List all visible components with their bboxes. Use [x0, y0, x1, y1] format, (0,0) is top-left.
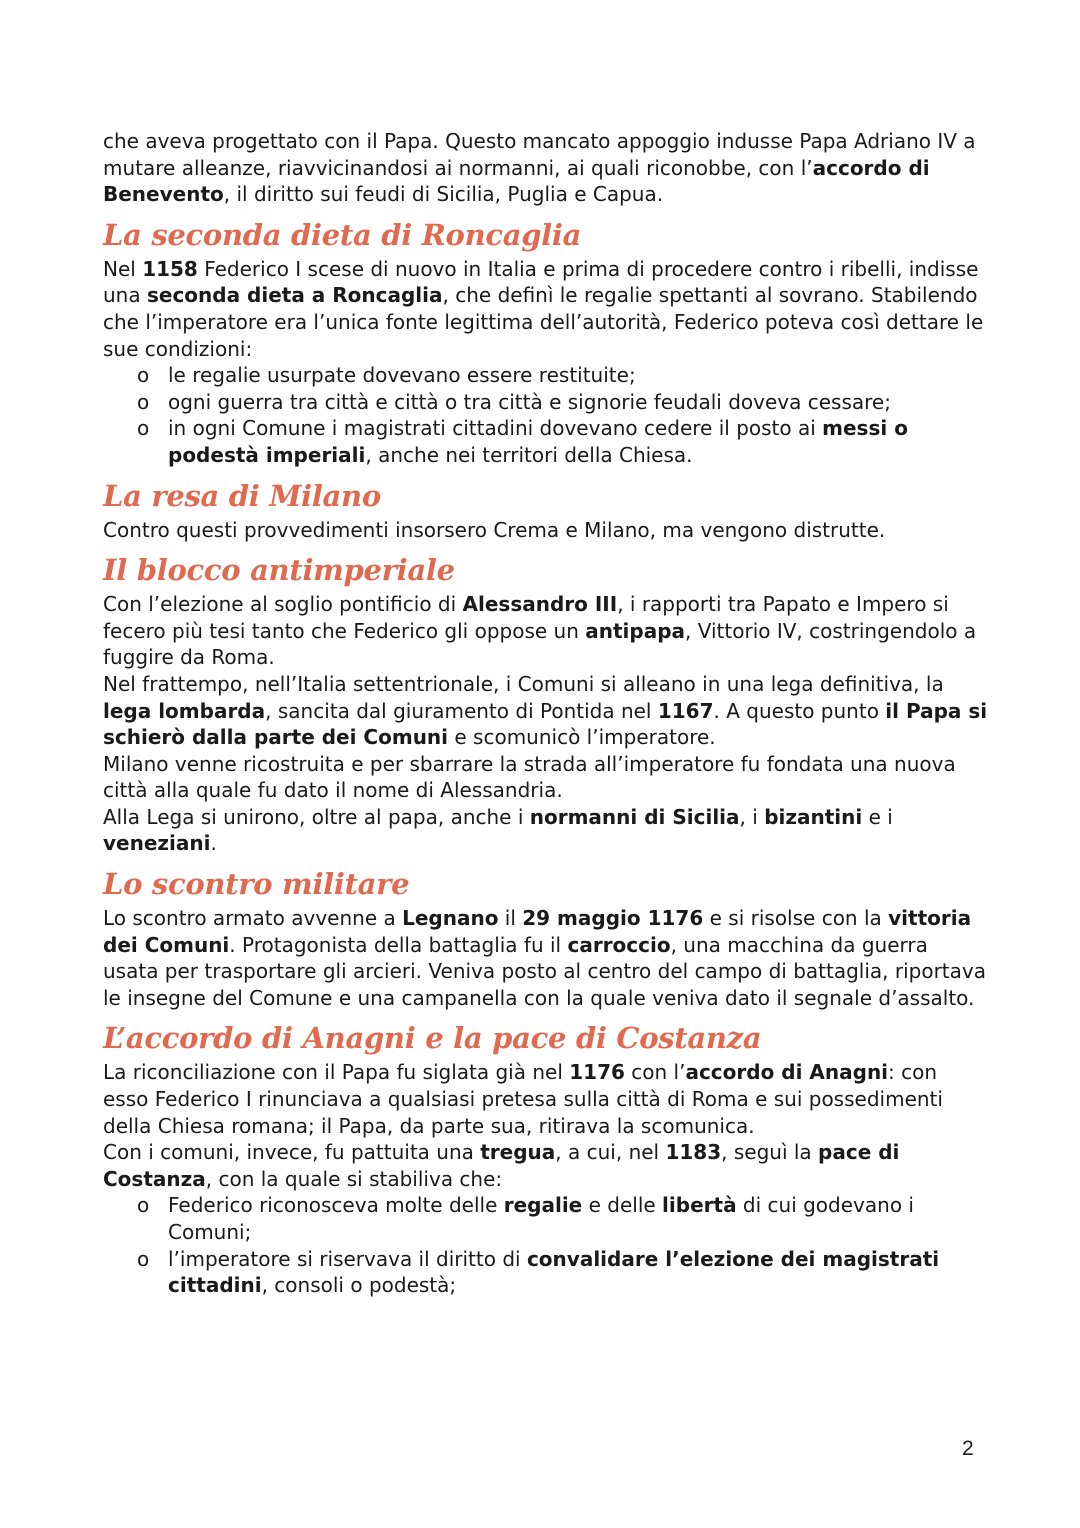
bullet-marker: o	[137, 1193, 150, 1218]
text-run: e delle	[582, 1193, 663, 1218]
text-run: . Protagonista della battaglia fu il	[229, 932, 568, 957]
section-heading-anagni-costanza: L’accordo di Anagni e la pace di Costanza	[103, 1021, 762, 1056]
bold-text: antipapa	[585, 618, 686, 643]
bold-text: Alessandro III	[462, 592, 618, 617]
list-item-text	[168, 416, 908, 467]
text-run: Contro questi provvedimenti insorsero Crema e Milano, ma vengono distrutte.	[103, 517, 886, 542]
text-run: Milano venne ricostruita e per sbarrare la strada all’imperatore fu fondata una nuova città alla quale fu dato il nome di Alessandria.	[103, 751, 956, 803]
text-run: Nel frattempo, nell’Italia settentrionale, i Comuni si alleano in una lega definitiva, la	[103, 671, 944, 696]
bold-text: il Papa si schierò dalla parte dei Comuni	[103, 698, 988, 750]
text-run: in ogni Comune i magistrati cittadini dovevano cedere il posto ai	[168, 416, 823, 441]
text-run: La riconciliazione con il Papa fu siglata già nel	[103, 1060, 570, 1085]
text-run: , a cui, nel	[555, 1140, 666, 1165]
list-item	[103, 389, 988, 416]
section-paragraph	[103, 591, 988, 671]
list-item-text	[168, 363, 636, 387]
list-item	[103, 415, 988, 468]
text-run: il	[498, 906, 523, 931]
text-run: Nel	[103, 256, 143, 281]
text-run: .	[210, 831, 217, 856]
bold-text: veneziani	[103, 831, 211, 856]
text-run: : con esso Federico I rinunciava a qualsiasi pretesa sulla città di Roma e sui possedimenti della Chiesa romana; il Papa, da parte sua, ritirava la scomunica.	[103, 1060, 943, 1138]
text-run: . A questo punto	[713, 698, 886, 723]
bullet-marker: o	[137, 416, 150, 441]
bold-text: 1183	[665, 1140, 722, 1165]
text-run: , che definì le regalie spettanti al sovrano. Stabilendo che l’imperatore era l’unica fonte legittima dell’autorità, Federico poteva così dettare le sue condizioni:	[103, 283, 984, 361]
section-paragraph	[103, 1059, 988, 1139]
bold-text: 1176	[569, 1060, 625, 1085]
text-run: , Vittorio IV, costringendolo a fuggire da Roma.	[103, 618, 977, 670]
text-run: , anche nei territori della Chiesa.	[365, 442, 693, 467]
text-run: che aveva progettato con il Papa. Questo mancato appoggio indusse Papa Adriano IV a mutare alleanze, riavvicinandosi ai normanni, ai quali riconobbe, con l’	[103, 129, 976, 180]
text-run: , seguì la	[721, 1140, 819, 1165]
section-paragraph	[103, 256, 988, 362]
bold-text: 29 maggio 1176	[522, 906, 704, 931]
list-item-text	[168, 1247, 939, 1298]
bold-text: bizantini	[764, 804, 863, 829]
text-run: , il diritto sui feudi di Sicilia, Puglia e Capua.	[223, 182, 664, 207]
text-run: , i rapporti tra Papato e Impero si fecero più tesi tanto che Federico gli oppose un	[103, 592, 949, 643]
list-item-text	[168, 390, 891, 414]
text-run: Con l’elezione al soglio pontificio di	[103, 592, 463, 617]
text-run: e si risolse con la	[703, 906, 889, 931]
bold-text: normanni di Sicilia	[529, 804, 740, 829]
bold-text: pace di Costanza	[103, 1140, 900, 1191]
bold-text: 1167	[657, 698, 714, 723]
bold-text: accordo di Anagni	[685, 1060, 889, 1085]
text-run: Con i comuni, invece, fu pattuita una	[103, 1140, 481, 1165]
section-paragraph	[103, 804, 988, 857]
bullet-marker: o	[137, 389, 150, 414]
bold-text: convalidare l’elezione dei magistrati cittadini	[168, 1246, 940, 1298]
bullet-list-pace-costanza	[103, 1192, 988, 1298]
section-heading-blocco-antimperiale: Il blocco antimperiale	[103, 553, 455, 588]
text-run: , consoli o podestà;	[261, 1273, 457, 1298]
text-run: ogni guerra tra città e città o tra città e signorie feudali doveva cessare;	[168, 389, 891, 414]
text-run: e scomunicò l’imperatore.	[448, 725, 716, 750]
bullet-list-conditions	[103, 362, 988, 468]
bold-text: regalie	[503, 1193, 583, 1218]
text-run: , i	[739, 804, 765, 829]
text-run: l’imperatore si riservava il diritto di	[168, 1246, 527, 1271]
bullet-marker: o	[137, 1246, 150, 1271]
bold-text: vittoria dei Comuni	[103, 906, 972, 957]
bold-text: 1158	[142, 256, 198, 281]
bold-text: accordo di Benevento	[103, 155, 930, 207]
section-paragraph	[103, 671, 988, 751]
bold-text: Legnano	[402, 906, 499, 931]
bold-text: carroccio	[567, 932, 671, 957]
text-run: Lo scontro armato avvenne a	[103, 906, 403, 931]
list-item	[103, 1246, 988, 1299]
section-heading-scontro-militare: Lo scontro militare	[103, 867, 410, 902]
bold-text: seconda dieta a Roncaglia	[146, 283, 443, 308]
bold-text: libertà	[662, 1193, 737, 1218]
text-run: con l’	[624, 1060, 686, 1085]
text-run: Alla Lega si unirono, oltre al papa, anche i	[103, 804, 530, 829]
section-heading-roncaglia: La seconda dieta di Roncaglia	[103, 217, 582, 252]
bullet-marker: o	[137, 363, 150, 388]
text-run: , con la quale si stabiliva che:	[205, 1166, 503, 1191]
intro-paragraph	[103, 128, 988, 208]
list-item-text	[168, 1193, 914, 1244]
section-paragraph	[103, 517, 988, 544]
bold-text: tregua	[480, 1140, 556, 1165]
text-run: di cui godevano i Comuni;	[168, 1193, 914, 1244]
section-paragraph	[103, 751, 988, 804]
list-item	[103, 1192, 988, 1245]
bold-text: lega lombarda	[103, 698, 266, 723]
bold-text: messi o podestà imperiali	[168, 416, 908, 467]
section-heading-resa-milano: La resa di Milano	[103, 478, 381, 513]
text-run: Federico I scese di nuovo in Italia e prima di procedere contro i ribelli, indisse una	[103, 256, 979, 308]
text-run: , una macchina da guerra usata per trasportare gli arcieri. Veniva posto al centro del campo di battaglia, riportava le insegne del Comune e una campanella con la quale veniva dato il segnale d’assalto.	[103, 932, 986, 1010]
page-number: 2	[962, 1437, 974, 1460]
text-run: le regalie usurpate dovevano essere restituite;	[168, 363, 636, 388]
text-run: e i	[862, 804, 893, 829]
section-paragraph	[103, 1139, 988, 1192]
text-run: , sancita dal giuramento di Pontida nel	[265, 698, 658, 723]
section-paragraph	[103, 905, 988, 1011]
document-page	[103, 128, 988, 1299]
text-run: Federico riconosceva molte delle	[168, 1193, 504, 1218]
list-item	[103, 362, 988, 389]
